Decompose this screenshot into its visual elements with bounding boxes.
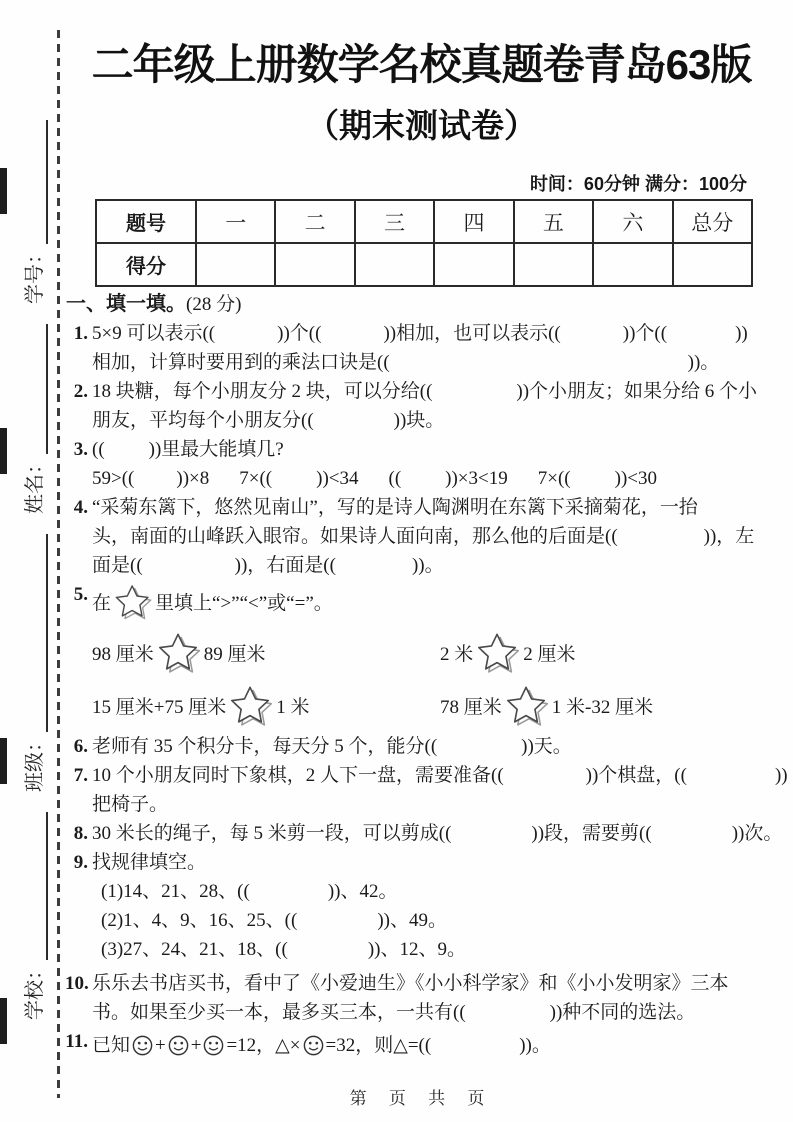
- question-line: “采菊东篱下，悠然见南山”，写的是诗人陶渊明在东篱下采摘菊花，一抬: [92, 497, 698, 518]
- answer-blank: [272, 482, 316, 484]
- score-table-row-label: 得分: [96, 243, 196, 286]
- answer-blank: [336, 569, 412, 571]
- question-line: 头，南面的山峰跃入眼帘。如果诗人面向南，那么他的后面是(( ))，左: [92, 526, 755, 547]
- score-table-column-header: 五: [514, 200, 593, 243]
- question-line: 老师有 35 个积分卡，每天分 5 个，能分(( ))天。: [92, 736, 572, 757]
- question-7: [73, 761, 788, 819]
- smiley-face-icon: [202, 1034, 225, 1057]
- answer-blank: [401, 482, 445, 484]
- score-table-column-header: 三: [355, 200, 434, 243]
- question-number: 2.: [73, 381, 88, 402]
- answer-blank: [652, 837, 732, 839]
- answer-blank: [297, 924, 377, 926]
- question-line: 找规律填空。: [92, 852, 207, 873]
- question-number: 8.: [73, 823, 88, 844]
- student-info-field: [22, 534, 48, 792]
- question-line: 面是(( ))，右面是(( ))。: [92, 555, 444, 576]
- student-info-sidebar: [0, 80, 48, 1020]
- answer-blank: [134, 482, 176, 484]
- comparison-column: 78 厘米 1 米-32 厘米: [440, 684, 653, 730]
- question-number: 10.: [65, 973, 89, 994]
- score-table-empty-cell: [196, 243, 275, 286]
- question-line: 59>(( ))×8 7×(( ))<34 (( ))×3<19 7×(( ))<30: [92, 468, 657, 489]
- smiley-face-icon: [131, 1034, 154, 1057]
- answer-blank: [667, 337, 735, 339]
- answer-blank: [321, 337, 383, 339]
- smiley-face-icon: [302, 1034, 325, 1057]
- page-title: 二年级上册数学名校真题卷青岛63版: [91, 41, 752, 88]
- question-number: 11.: [65, 1031, 88, 1052]
- answer-blank: [431, 1044, 519, 1046]
- spacer: [209, 482, 239, 484]
- score-table-column-header: 二: [275, 200, 354, 243]
- question-line: [92, 682, 786, 732]
- student-info-field: [22, 324, 48, 514]
- student-info-label: 学号：: [24, 244, 46, 304]
- question-line: (3)27、24、21、18、(( ))、12、9。: [101, 939, 466, 960]
- score-table-header-row: [96, 200, 752, 243]
- comparison-column: 98 厘米 89 厘米: [92, 631, 440, 677]
- score-table-column-header: 总分: [673, 200, 752, 243]
- student-info-field: [22, 812, 48, 1020]
- question-line: [92, 629, 786, 679]
- score-table-score-row: [96, 243, 752, 286]
- question-list: [66, 319, 786, 1063]
- question-2: [73, 377, 786, 435]
- score-table-empty-cell: [673, 243, 752, 286]
- smiley-face-icon: [167, 1034, 190, 1057]
- question-4: [73, 493, 786, 580]
- answer-blank: [571, 482, 615, 484]
- question-number: 3.: [73, 439, 88, 460]
- spacer: [359, 482, 389, 484]
- score-table-empty-cell: [275, 243, 354, 286]
- question-number: 6.: [73, 736, 88, 757]
- score-table-empty-cell: [593, 243, 672, 286]
- question-line: 18 块糖，每个小朋友分 2 块，可以分给(( ))个小朋友；如果分给 6 个小: [92, 381, 758, 402]
- answer-blank: [250, 895, 328, 897]
- answer-blank: [390, 366, 688, 368]
- answer-blank: [466, 1016, 550, 1018]
- score-table-empty-cell: [514, 243, 593, 286]
- answer-blank: [504, 779, 586, 781]
- question-6: [73, 732, 786, 761]
- page-subtitle: （期末测试卷）: [306, 107, 537, 144]
- answer-blank: [143, 569, 235, 571]
- page-footer: 第 页 共 页: [349, 1089, 494, 1108]
- star-icon: [156, 631, 202, 677]
- score-table-column-header: 六: [593, 200, 672, 243]
- answer-blank: [618, 540, 704, 542]
- question-number: 1.: [73, 323, 88, 344]
- answer-blank: [105, 453, 149, 455]
- student-info-blank-line: [22, 534, 48, 732]
- question-line: 朋友，平均每个小朋友分(( ))块。: [92, 410, 445, 431]
- question-number: 5.: [73, 584, 88, 605]
- question-line: (2)1、4、9、16、25、(( ))、49。: [101, 910, 447, 931]
- answer-blank: [215, 337, 277, 339]
- question-line: 30 米长的绳子，每 5 米剪一段，可以剪成(( ))段，需要剪(( ))次。: [92, 823, 783, 844]
- score-table-empty-cell: [434, 243, 513, 286]
- question-line: 已知 + + =12，△× =32，则△=(( ))。: [92, 1034, 551, 1056]
- student-info-label: 学校：: [24, 960, 46, 1020]
- comparison-column: 2 米 2 厘米: [440, 631, 576, 677]
- question-line: 把椅子。: [92, 794, 169, 815]
- answer-blank: [561, 337, 623, 339]
- question-5: [73, 580, 786, 732]
- question-number: 4.: [73, 497, 88, 518]
- section-heading: [66, 289, 782, 320]
- student-info-field: [22, 120, 48, 304]
- student-info-blank-line: [22, 120, 48, 244]
- binding-dashed-line: [57, 30, 60, 1098]
- student-info-label: 班级：: [24, 732, 46, 792]
- question-number: 7.: [73, 765, 88, 786]
- question-line: 在 里填上“>”“<”或“=”。: [92, 580, 786, 626]
- star-icon: [504, 684, 550, 730]
- section-heading-points: (28 分): [186, 294, 242, 315]
- star-icon: [228, 684, 274, 730]
- answer-blank: [437, 750, 521, 752]
- question-10: [65, 969, 786, 1027]
- question-line: 5×9 可以表示(( ))个(( ))相加，也可以表示(( ))个(( )): [92, 323, 748, 344]
- score-table-empty-cell: [355, 243, 434, 286]
- question-11: [65, 1027, 786, 1063]
- question-number: 9.: [73, 852, 88, 873]
- section-heading-label: 一、填一填。: [66, 293, 186, 315]
- question-line: 相加，计算时要用到的乘法口诀是(( ))。: [92, 352, 720, 373]
- score-table: [95, 199, 753, 287]
- student-info-blank-line: [22, 324, 48, 454]
- answer-blank: [687, 779, 775, 781]
- question-8: [73, 819, 786, 848]
- score-table-column-header: 四: [434, 200, 513, 243]
- star-icon: [113, 583, 153, 623]
- question-line: 10 个小朋友同时下象棋，2 人下一盘，需要准备(( ))个棋盘，(( )): [92, 765, 788, 786]
- question-9: [73, 848, 786, 964]
- question-1: [73, 319, 786, 377]
- spacer: [508, 482, 538, 484]
- answer-blank: [314, 424, 394, 426]
- answer-blank: [288, 953, 368, 955]
- question-3: [73, 435, 786, 493]
- score-table-column-header: 一: [196, 200, 275, 243]
- star-icon: [475, 631, 521, 677]
- question-line: 书。如果至少买一本，最多买三本，一共有(( ))种不同的选法。: [92, 1002, 696, 1023]
- answer-blank: [432, 395, 516, 397]
- question-line: (( ))里最大能填几?: [92, 439, 284, 460]
- answer-blank: [451, 837, 531, 839]
- score-table-header-label: 题号: [96, 200, 196, 243]
- question-line: (1)14、21、28、(( ))、42。: [101, 881, 398, 902]
- comparison-column: 15 厘米+75 厘米 1 米: [92, 684, 440, 730]
- exam-time-score-meta: 时间：60分钟 满分：100分: [529, 174, 747, 194]
- question-line: 乐乐去书店买书，看中了《小爱迪生》《小小科学家》和《小小发明家》三本: [92, 973, 729, 994]
- student-info-blank-line: [22, 812, 48, 960]
- student-info-label: 姓名：: [24, 454, 46, 514]
